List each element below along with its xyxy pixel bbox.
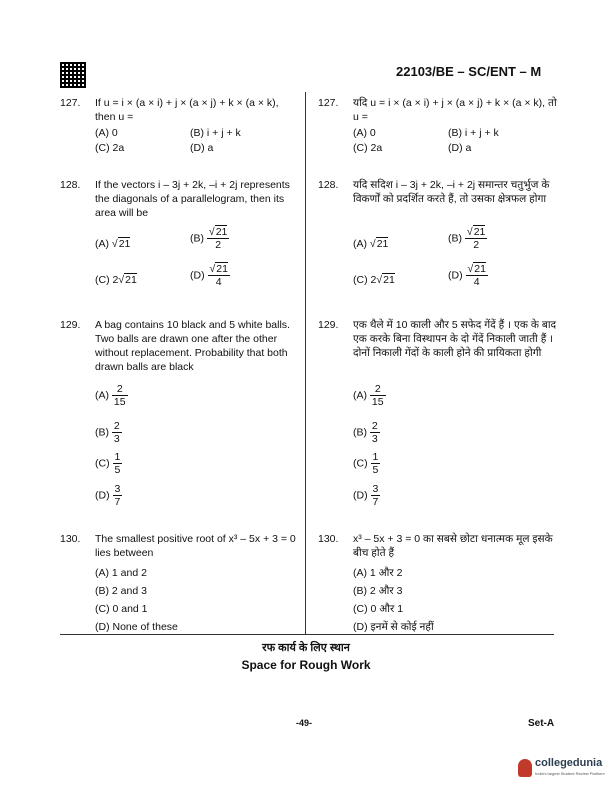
option-b: (B) $\frac{2}{3}$ <box>353 420 378 445</box>
qr-code-icon <box>60 62 86 88</box>
option-b: (B) $\frac{√21}{2}$ <box>190 226 228 251</box>
rough-work-divider <box>60 634 554 635</box>
graduate-icon <box>518 759 532 777</box>
question-number: 128. <box>318 179 339 191</box>
column-divider <box>305 92 306 634</box>
option-d: (D) a <box>190 142 214 154</box>
question-text: एक थैले में 10 काली और 5 सफेद गेंदें हैं । एक के बाद एक करके बिना विस्थापन के दो गेंदें निकाली जाती हैं । दोनों निकाली गेंदों के काली होने की प्रायिकता होगी <box>353 319 557 359</box>
option-b: (B) $\frac{√21}{2}$ <box>448 226 486 251</box>
question-number: 130. <box>60 533 81 545</box>
option-b: (B) i + j + k <box>190 127 241 139</box>
option-a: (A) √21 <box>353 238 389 250</box>
rough-work-heading-en: Space for Rough Work <box>241 658 371 672</box>
question-number: 129. <box>318 319 339 331</box>
option-d: (D) $\frac{3}{7}$ <box>353 483 379 508</box>
option-d: (D) a <box>448 142 472 154</box>
option-c: (C) 0 and 1 <box>95 603 148 615</box>
option-c: (C) 2√21 <box>353 274 395 286</box>
brand-tagline: India's largest Student Review Platform <box>535 771 605 776</box>
question-number: 130. <box>318 533 339 545</box>
option-b: (B) $\frac{2}{3}$ <box>95 420 120 445</box>
brand-logo <box>518 757 605 785</box>
option-a: (A) 0 <box>353 127 376 139</box>
option-a: (A) 1 and 2 <box>95 567 147 579</box>
set-label: Set-A <box>528 718 555 729</box>
option-d: (D) $\frac{√21}{4}$ <box>190 263 228 288</box>
question-number: 127. <box>60 97 81 109</box>
rough-work-heading-hi: रफ कार्य के लिए स्थान <box>262 642 350 654</box>
question-number: 127. <box>318 97 339 109</box>
option-c: (C) $\frac{1}{5}$ <box>353 451 379 476</box>
option-a: (A) 1 और 2 <box>353 567 403 579</box>
question-number: 129. <box>60 319 81 331</box>
option-d: (D) $\frac{√21}{4}$ <box>448 263 486 288</box>
question-text: The smallest positive root of x³ – 5x + 3 = 0 lies between <box>95 533 296 559</box>
option-c: (C) 2a <box>95 142 125 154</box>
option-c: (C) 2√21 <box>95 274 137 286</box>
option-b: (B) 2 and 3 <box>95 585 147 597</box>
question-text: If u = i × (a × i) + j × (a × j) + k × (a × k), then u = <box>95 97 279 123</box>
question-text: यदि सदिश i – 3j + 2k, –i + 2j समान्तर चतुर्भुज के विकर्णों को प्रदर्शित करते हैं, तो उसका क्षेत्रफल होगा <box>353 179 550 205</box>
question-text: यदि u = i × (a × i) + j × (a × j) + k × (a × k), तो u = <box>353 97 557 123</box>
option-d: (D) None of these <box>95 621 178 633</box>
option-c: (C) $\frac{1}{5}$ <box>95 451 121 476</box>
option-a: (A) $\frac{2}{15}$ <box>95 383 126 408</box>
option-d: (D) $\frac{3}{7}$ <box>95 483 121 508</box>
question-text: A bag contains 10 black and 5 white balls. Two balls are drawn one after the other without replacement. Probability that both drawn balls are black <box>95 319 290 373</box>
question-number: 128. <box>60 179 81 191</box>
option-c: (C) 0 और 1 <box>353 603 404 615</box>
paper-code: 22103/BE – SC/ENT – M <box>396 64 542 79</box>
option-a: (A) √21 <box>95 238 131 250</box>
option-a: (A) 0 <box>95 127 118 139</box>
option-c: (C) 2a <box>353 142 383 154</box>
page-number: -49- <box>296 718 313 728</box>
option-d: (D) इनमें से कोई नहीं <box>353 621 434 633</box>
question-text: If the vectors i – 3j + 2k, –i + 2j represents the diagonals of a parallelogram, then its area will be <box>95 179 290 219</box>
question-text: x³ – 5x + 3 = 0 का सबसे छोटा धनात्मक मूल इसके बीच होते हैं <box>353 533 553 559</box>
option-b: (B) 2 और 3 <box>353 585 403 597</box>
option-a: (A) $\frac{2}{15}$ <box>353 383 384 408</box>
option-b: (B) i + j + k <box>448 127 499 139</box>
brand-name: collegedunia <box>535 757 603 769</box>
